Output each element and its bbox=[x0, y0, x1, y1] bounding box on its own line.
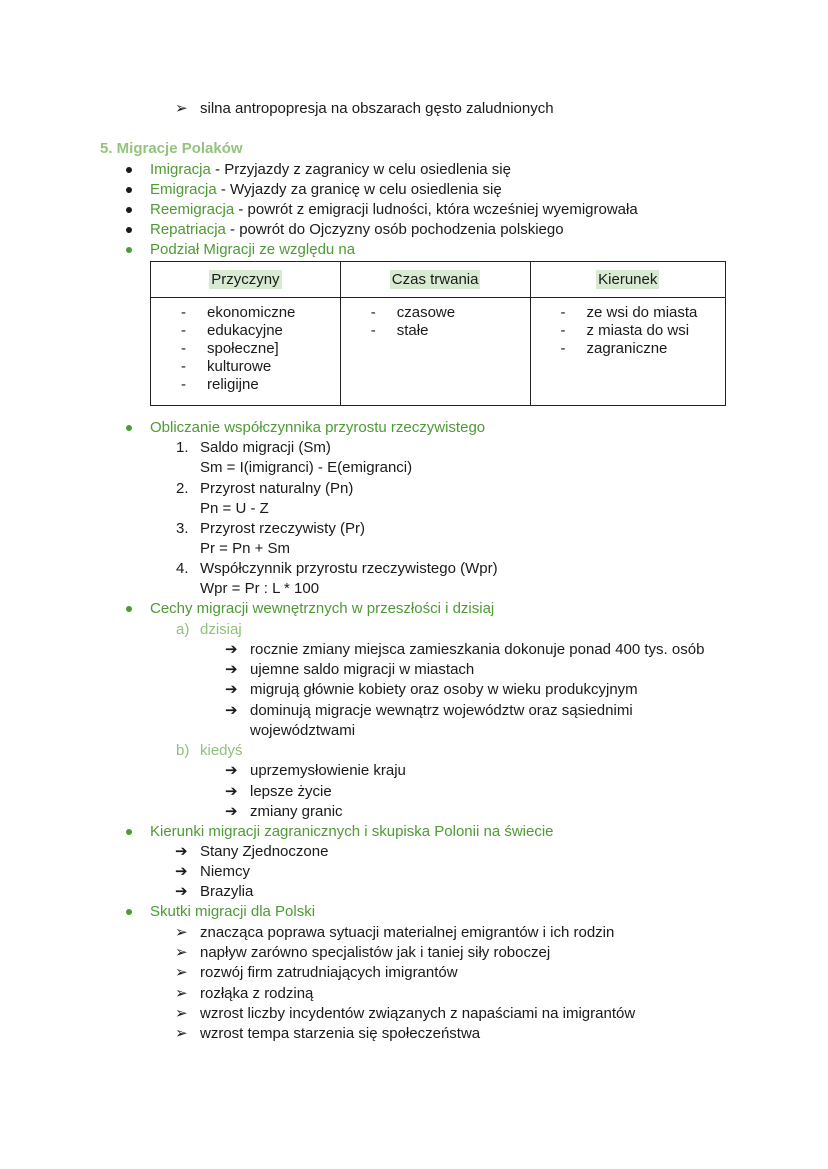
arrowhead-icon: ➢ bbox=[175, 1005, 188, 1022]
arrow-icon: ➔ bbox=[175, 883, 188, 900]
list-item: migrują głównie kobiety oraz osoby w wieku produkcyjnym bbox=[250, 681, 638, 698]
step-title: Współczynnik przyrostu rzeczywistego (Wpr) bbox=[200, 560, 498, 577]
definition-text: - Wyjazdy za granicę w celu osiedlenia się bbox=[216, 181, 502, 198]
migration-division-table bbox=[150, 261, 726, 406]
list-item: rozłąka z rodziną bbox=[200, 985, 314, 1002]
calculation-label: Obliczanie współczynnika przyrostu rzeczywistego bbox=[150, 419, 486, 436]
step-title: Przyrost rzeczywisty (Pr) bbox=[200, 520, 365, 537]
table-cell bbox=[340, 298, 530, 406]
definition-term: Imigracja bbox=[150, 161, 211, 178]
arrowhead-icon: ➢ bbox=[175, 964, 188, 981]
step-formula: Sm = I(imigranci) - E(emigranci) bbox=[200, 459, 413, 476]
arrowhead-icon: ➢ bbox=[175, 1025, 188, 1042]
table-header-cell: Przyczyny bbox=[151, 262, 341, 298]
table-cell bbox=[530, 298, 726, 406]
arrowhead-icon: ➢ bbox=[175, 944, 188, 961]
bullet-icon bbox=[126, 606, 132, 612]
definition-text: - powrót do Ojczyzny osób pochodzenia polskiego bbox=[225, 221, 564, 238]
bullet-icon bbox=[126, 167, 132, 173]
list-item: Niemcy bbox=[200, 863, 251, 880]
definition-term: Repatriacja bbox=[150, 221, 226, 238]
table-header-cell: Czas trwania bbox=[340, 262, 530, 298]
list-item: - społeczne] bbox=[181, 340, 279, 357]
bullet-icon bbox=[126, 247, 132, 253]
list-item: lepsze życie bbox=[250, 783, 332, 800]
list-item: - edukacyjne bbox=[181, 322, 283, 339]
item-text: silna antropopresja na obszarach gęsto zaludnionych bbox=[200, 100, 554, 117]
step-number: 2. bbox=[176, 480, 189, 497]
arrow-icon: ➔ bbox=[225, 641, 238, 658]
list-item-continuation: województwami bbox=[250, 722, 356, 739]
step-number: 3. bbox=[176, 520, 189, 537]
foreign-migration-label: Kierunki migracji zagranicznych i skupiska Polonii na świecie bbox=[150, 823, 554, 840]
list-item: Brazylia bbox=[200, 883, 254, 900]
arrowhead-icon: ➢ bbox=[175, 100, 188, 117]
arrowhead-icon: ➢ bbox=[175, 985, 188, 1002]
definition-text: - Przyjazdy z zagranicy w celu osiedlenia się bbox=[210, 161, 511, 178]
list-item: rozwój firm zatrudniających imigrantów bbox=[200, 964, 458, 981]
subsection-label: kiedyś bbox=[200, 742, 243, 759]
list-item: - stałe bbox=[370, 322, 429, 339]
list-item: - czasowe bbox=[370, 304, 456, 321]
step-title: Saldo migracji (Sm) bbox=[200, 439, 331, 456]
list-item: znacząca poprawa sytuacji materialnej emigrantów i ich rodzin bbox=[200, 924, 615, 941]
list-item: zmiany granic bbox=[250, 803, 343, 820]
section-heading: 5. Migracje Polaków bbox=[100, 140, 243, 157]
table-header-row bbox=[151, 262, 726, 298]
step-number: 1. bbox=[176, 439, 189, 456]
bullet-icon bbox=[126, 187, 132, 193]
table-row bbox=[151, 298, 726, 406]
step-number: 4. bbox=[176, 560, 189, 577]
table-header-cell: Kierunek bbox=[530, 262, 726, 298]
list-item: napływ zarówno specjalistów jak i taniej siły roboczej bbox=[200, 944, 551, 961]
list-item: - ze wsi do miasta bbox=[560, 304, 698, 321]
effects-label: Skutki migracji dla Polski bbox=[150, 903, 316, 920]
arrow-icon: ➔ bbox=[225, 803, 238, 820]
definition-term: Emigracja bbox=[150, 181, 217, 198]
list-item: rocznie zmiany miejsca zamieszkania dokonuje ponad 400 tys. osób bbox=[250, 641, 705, 658]
list-item: dominują migracje wewnątrz województw oraz sąsiednimi bbox=[250, 702, 633, 719]
definition-term: Reemigracja bbox=[150, 201, 235, 218]
list-item: uprzemysłowienie kraju bbox=[250, 762, 406, 779]
division-label: Podział Migracji ze względu na bbox=[150, 241, 356, 258]
list-item: - religijne bbox=[181, 376, 259, 393]
bullet-icon bbox=[126, 829, 132, 835]
definition-text: - powrót z emigracji ludności, która wcześniej wyemigrowała bbox=[234, 201, 638, 218]
step-formula: Pr = Pn + Sm bbox=[200, 540, 291, 557]
list-item: - ekonomiczne bbox=[181, 304, 296, 321]
bullet-item bbox=[175, 99, 554, 119]
list-item: - kulturowe bbox=[181, 358, 272, 375]
subsection-marker: a) bbox=[176, 621, 190, 638]
bullet-icon bbox=[126, 227, 132, 233]
arrow-icon: ➔ bbox=[225, 702, 238, 719]
list-item: Stany Zjednoczone bbox=[200, 843, 329, 860]
list-item: wzrost liczby incydentów związanych z napaściami na imigrantów bbox=[200, 1005, 636, 1022]
arrow-icon: ➔ bbox=[225, 762, 238, 779]
list-item: wzrost tempa starzenia się społeczeństwa bbox=[200, 1025, 481, 1042]
arrow-icon: ➔ bbox=[225, 681, 238, 698]
internal-migration-label: Cechy migracji wewnętrznych w przeszłości i dzisiaj bbox=[150, 600, 495, 617]
arrow-icon: ➔ bbox=[175, 863, 188, 880]
bullet-icon bbox=[126, 909, 132, 915]
step-title: Przyrost naturalny (Pn) bbox=[200, 480, 354, 497]
list-item: - zagraniczne bbox=[560, 340, 668, 357]
arrow-icon: ➔ bbox=[225, 661, 238, 678]
step-formula: Wpr = Pr : L * 100 bbox=[200, 580, 320, 597]
bullet-icon bbox=[126, 207, 132, 213]
table-cell bbox=[151, 298, 341, 406]
arrowhead-icon: ➢ bbox=[175, 924, 188, 941]
step-formula: Pn = U - Z bbox=[200, 500, 269, 517]
list-item: - z miasta do wsi bbox=[560, 322, 690, 339]
subsection-label: dzisiaj bbox=[200, 621, 242, 638]
list-item: ujemne saldo migracji w miastach bbox=[250, 661, 475, 678]
subsection-marker: b) bbox=[176, 742, 190, 759]
arrow-icon: ➔ bbox=[175, 843, 188, 860]
arrow-icon: ➔ bbox=[225, 783, 238, 800]
bullet-icon bbox=[126, 425, 132, 431]
